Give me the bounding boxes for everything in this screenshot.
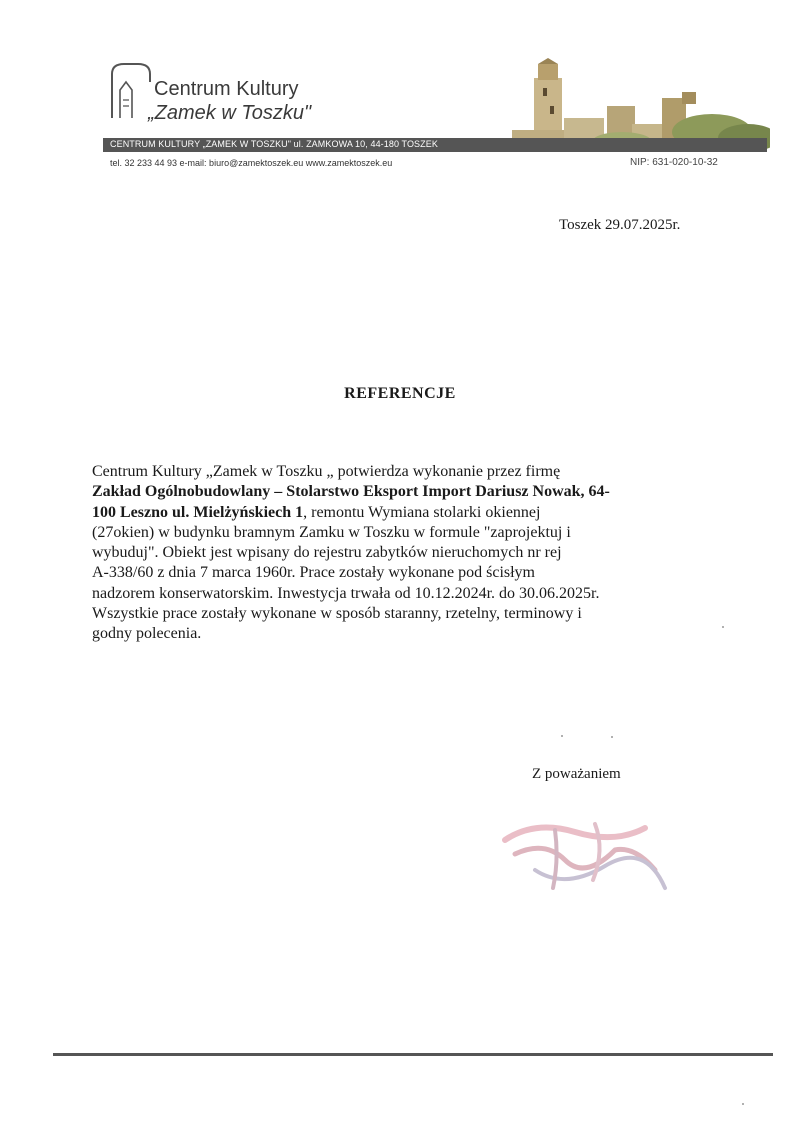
scan-speck	[722, 626, 724, 628]
place-date: Toszek 29.07.2025r.	[559, 217, 681, 233]
signature	[495, 810, 675, 900]
body-line: 100 Leszno ul. Mielżyńskiech 1, remontu Wymiana stolarki okiennej	[92, 503, 541, 521]
letterhead-nip: NIP: 631-020-10-32	[630, 157, 718, 168]
letter-title: REFERENCJE	[344, 385, 456, 402]
logo	[108, 60, 338, 126]
body-line: (27okien) w budynku bramnym Zamku w Toszku w formule "zaprojektuj i	[92, 523, 571, 541]
letter-body	[92, 462, 712, 645]
letterhead-address: CENTRUM KULTURY „ZAMEK W TOSZKU" ul. ZAMKOWA 10, 44-180 TOSZEK	[110, 139, 438, 149]
body-line: A-338/60 z dnia 7 marca 1960r. Prace zostały wykonane pod ścisłym	[92, 564, 535, 582]
scan-speck	[611, 736, 613, 738]
body-line: Centrum Kultury „Zamek w Toszku „ potwierdza wykonanie przez firmę	[92, 463, 561, 480]
letterhead-bar	[103, 138, 767, 152]
logo-name-line2: „Zamek w Toszku"	[148, 102, 312, 124]
body-line: Wszystkie prace zostały wykonane w sposób staranny, rzetelny, terminowy i	[92, 605, 582, 623]
body-line: godny polecenia.	[92, 625, 202, 643]
closing: Z poważaniem	[532, 766, 621, 782]
body-line: wybuduj". Obiekt jest wpisany do rejestru zabytków nieruchomych nr rej	[92, 544, 562, 562]
scan-speck	[561, 735, 563, 737]
scan-speck	[742, 1103, 744, 1105]
body-line: Zakład Ogólnobudowlany – Stolarstwo Eksport Import Dariusz Nowak, 64-	[92, 483, 610, 501]
letterhead-contact: tel. 32 233 44 93 e-mail: biuro@zamektoszek.eu www.zamektoszek.eu	[110, 158, 393, 168]
footer-rule	[53, 1053, 773, 1056]
logo-name-line1: Centrum Kultury	[154, 78, 299, 100]
body-line: nadzorem konserwatorskim. Inwestycja trwała od 10.12.2024r. do 30.06.2025r.	[92, 584, 600, 602]
